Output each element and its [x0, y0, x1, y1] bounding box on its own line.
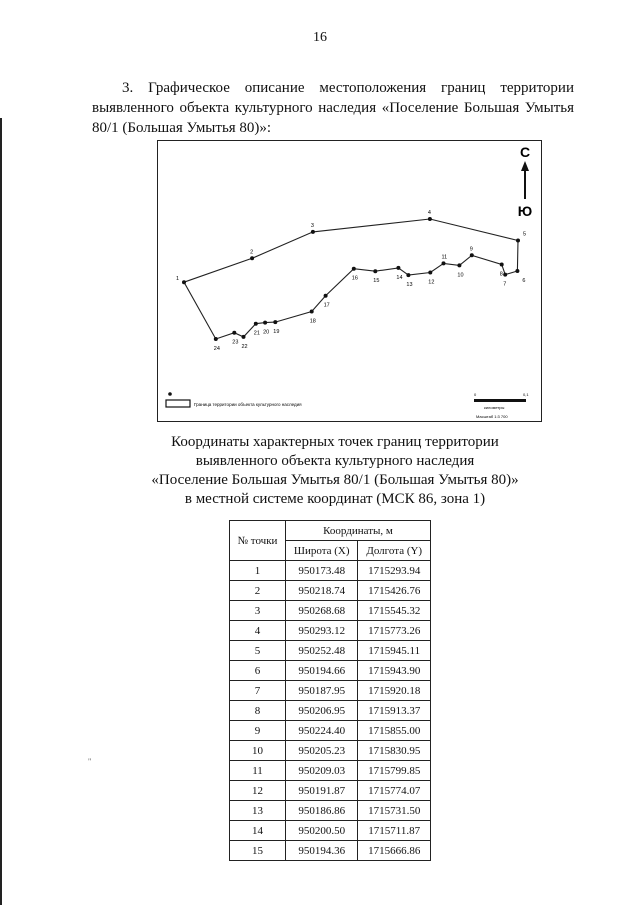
compass-south-label: Ю	[517, 203, 533, 219]
boundary-point-label: 9	[469, 246, 473, 253]
cell-longitude: 1715855.00	[358, 721, 431, 741]
cell-longitude: 1715943.90	[358, 661, 431, 681]
boundary-point-label: 24	[213, 346, 220, 352]
coordinates-heading	[100, 433, 570, 509]
cell-latitude: 950194.36	[286, 841, 358, 861]
boundary-point-label: 1	[176, 276, 180, 283]
boundary-point	[250, 256, 254, 260]
boundary-point-label: 18	[309, 318, 316, 325]
table-row	[230, 781, 431, 801]
cell-latitude: 950224.40	[286, 721, 358, 741]
cell-longitude: 1715945.11	[358, 641, 431, 661]
boundary-point	[428, 217, 432, 221]
cell-point-number: 7	[230, 681, 286, 701]
boundary-point-label: 20	[263, 329, 270, 336]
cell-latitude: 950187.95	[286, 681, 358, 701]
section-text: 3. Графическое описание местоположения границ территории выявленного объекта культурного наследия «Поселение Большая Умытья 80/1 (Большая Умытья 80)»:	[92, 80, 574, 136]
boundary-point-label: 7	[503, 281, 507, 288]
cell-point-number: 2	[230, 581, 286, 601]
table-row	[230, 721, 431, 741]
boundary-point	[516, 239, 520, 243]
section-paragraph	[92, 78, 574, 138]
cell-point-number: 8	[230, 701, 286, 721]
cell-longitude: 1715666.86	[358, 841, 431, 861]
boundary-point-label: 15	[373, 278, 380, 285]
table-row	[230, 841, 431, 861]
boundary-point-label: 14	[396, 274, 403, 281]
boundary-point-label: 10	[457, 272, 464, 279]
boundary-point-label: 4	[427, 210, 431, 216]
boundary-point	[254, 322, 258, 326]
boundary-map	[157, 140, 542, 422]
cell-longitude: 1715293.94	[358, 561, 431, 581]
cell-longitude: 1715711.87	[358, 821, 431, 841]
boundary-point	[311, 230, 315, 234]
table-row	[230, 581, 431, 601]
boundary-point	[310, 310, 314, 314]
cell-point-number: 15	[230, 841, 286, 861]
scale-end-label: 0,1	[523, 392, 529, 397]
cell-latitude: 950205.23	[286, 741, 358, 761]
cell-latitude: 950186.86	[286, 801, 358, 821]
cell-latitude: 950268.68	[286, 601, 358, 621]
cell-point-number: 3	[230, 601, 286, 621]
boundary-point-label: 22	[241, 343, 248, 350]
cell-latitude: 950293.12	[286, 621, 358, 641]
table-row	[230, 761, 431, 781]
boundary-point	[242, 335, 246, 339]
cell-point-number: 12	[230, 781, 286, 801]
cell-longitude: 1715731.50	[358, 801, 431, 821]
cell-longitude: 1715426.76	[358, 581, 431, 601]
cell-latitude: 950194.66	[286, 661, 358, 681]
compass-north-label: С	[519, 144, 531, 160]
boundary-point	[373, 269, 377, 273]
left-margin-rule	[0, 118, 2, 905]
cell-point-number: 13	[230, 801, 286, 821]
cell-longitude: 1715774.07	[358, 781, 431, 801]
table-row	[230, 701, 431, 721]
page-number: 16	[313, 30, 327, 45]
boundary-point	[470, 253, 474, 257]
boundary-point-label: 6	[522, 278, 526, 284]
cell-longitude: 1715920.18	[358, 681, 431, 701]
boundary-point	[273, 320, 277, 324]
column-header-longitude: Долгота (Y)	[358, 541, 431, 561]
cell-longitude: 1715913.37	[358, 701, 431, 721]
boundary-point	[515, 269, 519, 273]
cell-point-number: 4	[230, 621, 286, 641]
cell-latitude: 950206.95	[286, 701, 358, 721]
table-row	[230, 561, 431, 581]
boundary-point-label: 3	[310, 222, 314, 229]
boundary-point-label: 12	[428, 279, 435, 286]
scale-start-label: 0	[474, 392, 477, 397]
boundary-point-label: 5	[523, 231, 527, 238]
boundary-point-label: 13	[406, 282, 413, 289]
cell-point-number: 1	[230, 561, 286, 581]
boundary-point	[182, 280, 186, 284]
cell-point-number: 6	[230, 661, 286, 681]
cell-latitude: 950173.48	[286, 561, 358, 581]
boundary-point	[324, 294, 328, 298]
coordinates-heading-line: выявленного объекта культурного наследия	[195, 453, 475, 469]
scale-unit-label: километры	[484, 405, 505, 410]
coordinates-heading-line: Координаты характерных точек границ территории	[171, 434, 499, 450]
boundary-point	[457, 263, 461, 267]
coordinates-heading-line: «Поселение Большая Умытья 80/1 (Большая Умытья 80)»	[151, 472, 519, 488]
column-header-coordinates: Координаты, м	[286, 521, 431, 541]
boundary-point	[352, 267, 356, 271]
boundary-point-label: 19	[273, 329, 280, 336]
cell-point-number: 11	[230, 761, 286, 781]
boundary-point-label: 8	[499, 271, 503, 278]
column-header-point-number: № точки	[230, 521, 286, 561]
legend-boundary-swatch	[166, 400, 190, 407]
table-row	[230, 801, 431, 821]
boundary-point-label: 21	[253, 330, 260, 337]
boundary-point-label: 16	[351, 275, 358, 282]
table-row	[230, 821, 431, 841]
boundary-point-label: 11	[441, 254, 448, 261]
table-row	[230, 741, 431, 761]
cell-latitude: 950209.03	[286, 761, 358, 781]
cell-point-number: 9	[230, 721, 286, 741]
boundary-point	[406, 273, 410, 277]
boundary-point	[500, 263, 504, 267]
cell-point-number: 14	[230, 821, 286, 841]
boundary-point	[232, 331, 236, 335]
boundary-point	[214, 337, 218, 341]
coordinates-table	[229, 520, 431, 861]
boundary-point	[428, 271, 432, 275]
cell-point-number: 10	[230, 741, 286, 761]
cell-longitude: 1715545.32	[358, 601, 431, 621]
coordinates-heading-line: в местной системе координат (МСК 86, зона 1)	[184, 491, 486, 507]
stray-mark: "	[88, 757, 92, 766]
boundary-point-label: 23	[232, 339, 239, 346]
boundary-point-label: 17	[323, 302, 330, 309]
table-row	[230, 601, 431, 621]
boundary-point	[442, 261, 446, 265]
boundary-point	[263, 321, 267, 325]
cell-latitude: 950252.48	[286, 641, 358, 661]
table-row	[230, 681, 431, 701]
table-row	[230, 621, 431, 641]
cell-longitude: 1715799.85	[358, 761, 431, 781]
boundary-point	[503, 273, 507, 277]
cell-point-number: 5	[230, 641, 286, 661]
legend-label: Граница территории объекта культурного наследия	[194, 402, 302, 407]
boundary-map-canvas	[158, 141, 543, 423]
cell-latitude: 950200.50	[286, 821, 358, 841]
cell-longitude: 1715773.26	[358, 621, 431, 641]
scale-ratio-label: Масштаб 1:3 700	[476, 414, 508, 419]
cell-longitude: 1715830.95	[358, 741, 431, 761]
table-row	[230, 641, 431, 661]
cell-latitude: 950191.87	[286, 781, 358, 801]
scale-bar	[474, 399, 526, 402]
cell-latitude: 950218.74	[286, 581, 358, 601]
column-header-latitude: Широта (X)	[286, 541, 358, 561]
boundary-point	[396, 266, 400, 270]
boundary-point-label: 2	[250, 249, 254, 256]
legend-point-icon	[168, 392, 172, 396]
table-row	[230, 661, 431, 681]
